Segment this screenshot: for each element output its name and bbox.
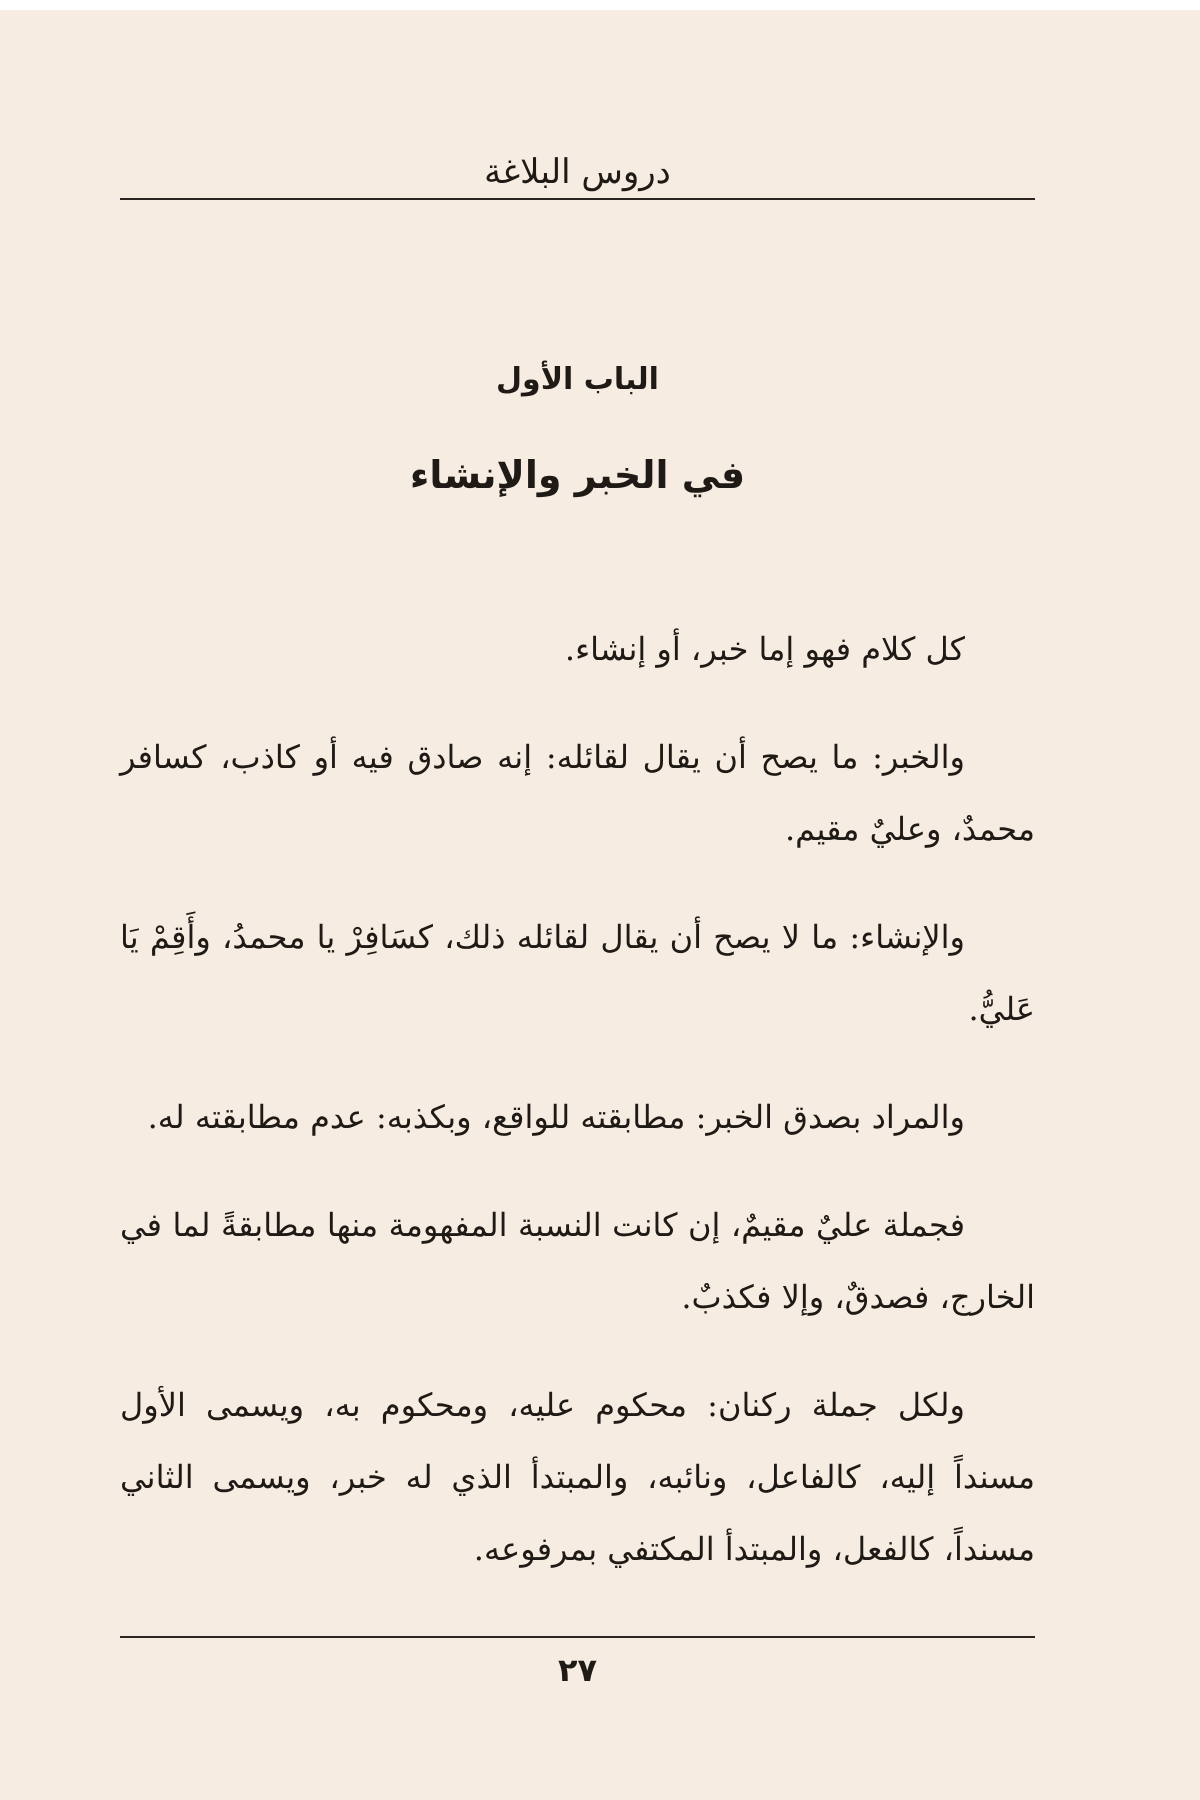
paragraph: كل كلام فهو إما خبر، أو إنشاء. <box>564 630 965 668</box>
paragraph: فجملة عليٌ مقيمٌ، إن كانت النسبة المفهومة منها مطابقةً لما في الخارج، فصدقٌ، وإلا فكذبٌ. <box>120 1206 1035 1316</box>
book-page <box>0 10 1200 1800</box>
running-head-title: دروس البلاغة <box>484 152 671 192</box>
header-rule <box>120 198 1035 200</box>
footer-rule <box>120 1636 1035 1638</box>
page-number: ٢٧ <box>557 1651 598 1689</box>
paragraph: ولكل جملة ركنان: محكوم عليه، ومحكوم به، ويسمى الأول مسنداً إليه، كالفاعل، ونائبه، والمبتدأ الذي له خبر، ويسمى الثاني مسنداً، كالفعل، والمبتدأ المكتفي بمرفوعه. <box>120 1386 1035 1568</box>
paragraph: والمراد بصدق الخبر: مطابقته للواقع، وبكذبه: عدم مطابقته له. <box>147 1098 965 1136</box>
chapter-title: في الخبر والإنشاء <box>409 453 746 497</box>
paragraph: والخبر: ما يصح أن يقال لقائله: إنه صادق فيه أو كاذب، كسافر محمدٌ، وعليٌ مقيم. <box>120 738 1035 848</box>
chapter-label: الباب الأول <box>496 362 659 397</box>
body-text <box>120 613 1035 1621</box>
paragraph: والإنشاء: ما لا يصح أن يقال لقائله ذلك، كسَافِرْ يا محمدُ، وأَقِمْ يَا عَليُّ. <box>120 918 1035 1028</box>
